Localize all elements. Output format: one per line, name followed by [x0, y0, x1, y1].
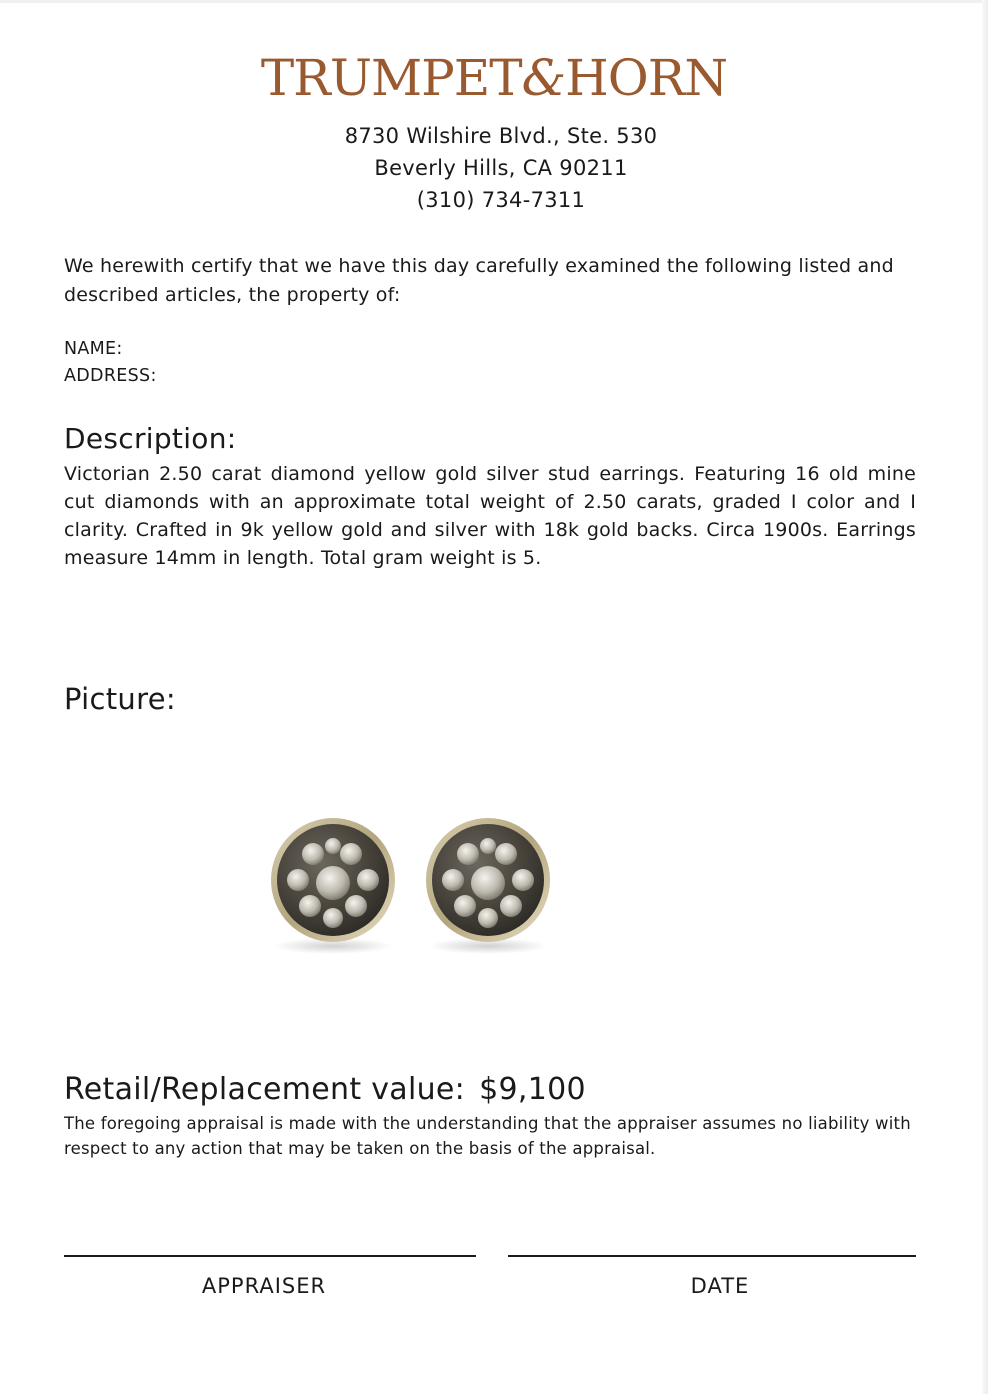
description-heading: Description: — [64, 422, 237, 455]
owner-name-label: NAME: — [64, 339, 123, 359]
earrings-photo — [230, 780, 600, 970]
picture-heading: Picture: — [64, 682, 176, 716]
brand-name-right: HORN — [565, 49, 728, 107]
earrings-image — [230, 780, 600, 970]
valuation-amount: $9,100 — [479, 1072, 586, 1107]
appraiser-signature-line — [64, 1255, 476, 1257]
description-text: Victorian 2.50 carat diamond yellow gold silver stud earrings. Featuring 16 old mine cut diamonds with an approximate total weight of 2.50 carats, graded I color and I clarity. Crafted in 9k yellow gold and silver with 18k gold backs. Circa 1900s. Earrings measure 14mm in length. Total gram weight is 5. — [64, 463, 916, 569]
valuation-row — [64, 1072, 586, 1107]
address-phone: (310) 734-7311 — [416, 188, 586, 212]
left-earring — [271, 818, 395, 954]
page-top-edge — [0, 0, 988, 3]
certification-statement: We herewith certify that we have this day carefully examined the following listed and described articles, the property of: — [64, 255, 894, 306]
disclaimer-text: The foregoing appraisal is made with the understanding that the appraiser assumes no liability with respect to any action that may be taken on the basis of the appraisal. — [64, 1114, 911, 1158]
address-street: 8730 Wilshire Blvd., Ste. 530 — [344, 124, 658, 148]
brand-ampersand: & — [521, 49, 566, 107]
valuation-label: Retail/Replacement value: — [64, 1072, 466, 1107]
appraiser-label: APPRAISER — [201, 1274, 327, 1298]
owner-address-label: ADDRESS: — [64, 366, 157, 386]
date-signature-line — [508, 1255, 916, 1257]
brand-logo — [0, 48, 988, 108]
address-city: Beverly Hills, CA 90211 — [374, 156, 628, 180]
right-earring — [426, 818, 550, 954]
brand-name-left: TRUMPET — [260, 49, 522, 107]
date-label: DATE — [690, 1274, 750, 1298]
